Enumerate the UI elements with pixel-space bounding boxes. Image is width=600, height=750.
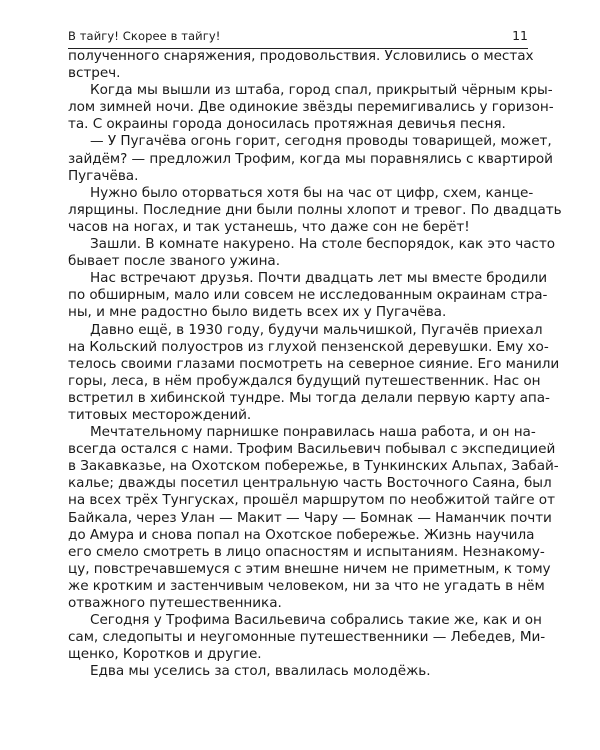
text-line: — У Пугачёва огонь горит, сегодня проводы товарищей, может, [90,133,552,150]
text-line: Нужно было оторваться хотя бы на час от цифр, схем, канце- [90,184,534,201]
running-title: В тайгу! Скорее в тайгу! [68,29,221,43]
text-line: титовых месторождений. [68,406,252,423]
paragraph [68,321,560,425]
text-line: зайдём? — предложил Трофим, когда мы поравнялись с квартирой [68,150,553,167]
paragraph [68,133,553,184]
text-line: отважного путешественника. [68,595,282,611]
text-line: встретил в хибинской тундре. Мы тогда делали первую карту апа- [68,389,550,406]
text-line: ны, и мне радостно было видеть всех их у Пугачёва. [68,304,447,321]
text-line: калье; дважды посетил центральную часть Восточного Саяна, был [68,475,552,492]
text-line: Байкала, через Улан — Макит — Чару — Бомнак — Наманчик почти [68,509,552,526]
paragraph [68,270,548,321]
text-line: Давно ещё, в 1930 году, будучи мальчишкой, Пугачёв приехал [90,321,543,338]
paragraph [68,663,528,680]
text-line: полученного снаряжения, продовольствия. Условились о местах [68,48,534,64]
paragraph [68,236,556,270]
body-text [68,48,562,680]
text-line: сам, следопыты и неугомонные путешественники — Лебедев, Ми- [68,629,546,646]
text-line: Зашли. В комнате накурено. На столе беспорядок, как это часто [90,236,556,253]
text-line: цу, повстречавшемуся с этим внешне ничем не приметным, к тому [68,560,551,577]
text-line: та. С окраины города доносилась протяжная девичья песня. [68,116,506,133]
text-line: на всех трёх Тунгусках, прошёл маршрутом по необжитой тайге от [68,492,555,509]
text-line: его смело смотреть в лицо опасностям и испытаниям. Незнакому- [68,543,545,560]
text-line: Пугачёва. [68,167,139,184]
text-line: лом зимней ночи. Две одинокие звёзды перемигивались у горизон- [68,99,554,116]
paragraph [68,82,554,133]
paragraph [68,424,559,612]
text-line: встреч. [68,65,121,82]
paragraph [68,184,562,236]
text-line: до Амура и снова попал на Охотское побережье. Жизнь научила [68,526,535,543]
text-line: Нас встречают друзья. Почти двадцать лет мы вместе бродили [90,270,548,287]
paragraph [68,612,546,663]
running-header [68,28,528,49]
text-line: Мечтательному парнишке понравилась наша работа, и он на- [90,424,536,441]
page-number: 11 [512,28,528,43]
text-line: всегда остался с нами. Трофим Васильевич побывал с экспедицией [68,441,556,458]
text-line: же кротким и застенчивым человеком, ни за что не угадать в нём [68,577,545,594]
text-line: часов на ногах, и так устанешь, что даже сон не берёт! [68,218,470,235]
text-line: Сегодня у Трофима Васильевича собрались такие же, как и он [90,612,542,629]
paragraph [68,48,534,82]
text-line: горы, леса, в нём пробуждался будущий путешественник. Нас он [68,372,541,389]
text-line: Когда мы вышли из штаба, город спал, прикрытый чёрным кры- [90,82,553,99]
text-line: телось своими глазами посмотреть на северное сияние. Его манили [68,355,560,372]
text-line: на Кольский полуостров из глухой пензенской деревушки. Ему хо- [68,338,549,355]
text-line: бывает после званого ужина. [68,253,280,270]
text-line: лярщины. Последние дни были полны хлопот и тревог. По двадцать [68,201,562,218]
text-line: щенко, Коротков и другие. [68,646,262,663]
text-line: в Закавказье, на Охотском побережье, в Тункинских Альпах, Забай- [68,458,559,475]
text-line: Едва мы уселись за стол, ввалилась молодёжь. [90,663,431,680]
text-line: по обширным, мало или совсем не исследованным окраинам стра- [68,287,548,304]
